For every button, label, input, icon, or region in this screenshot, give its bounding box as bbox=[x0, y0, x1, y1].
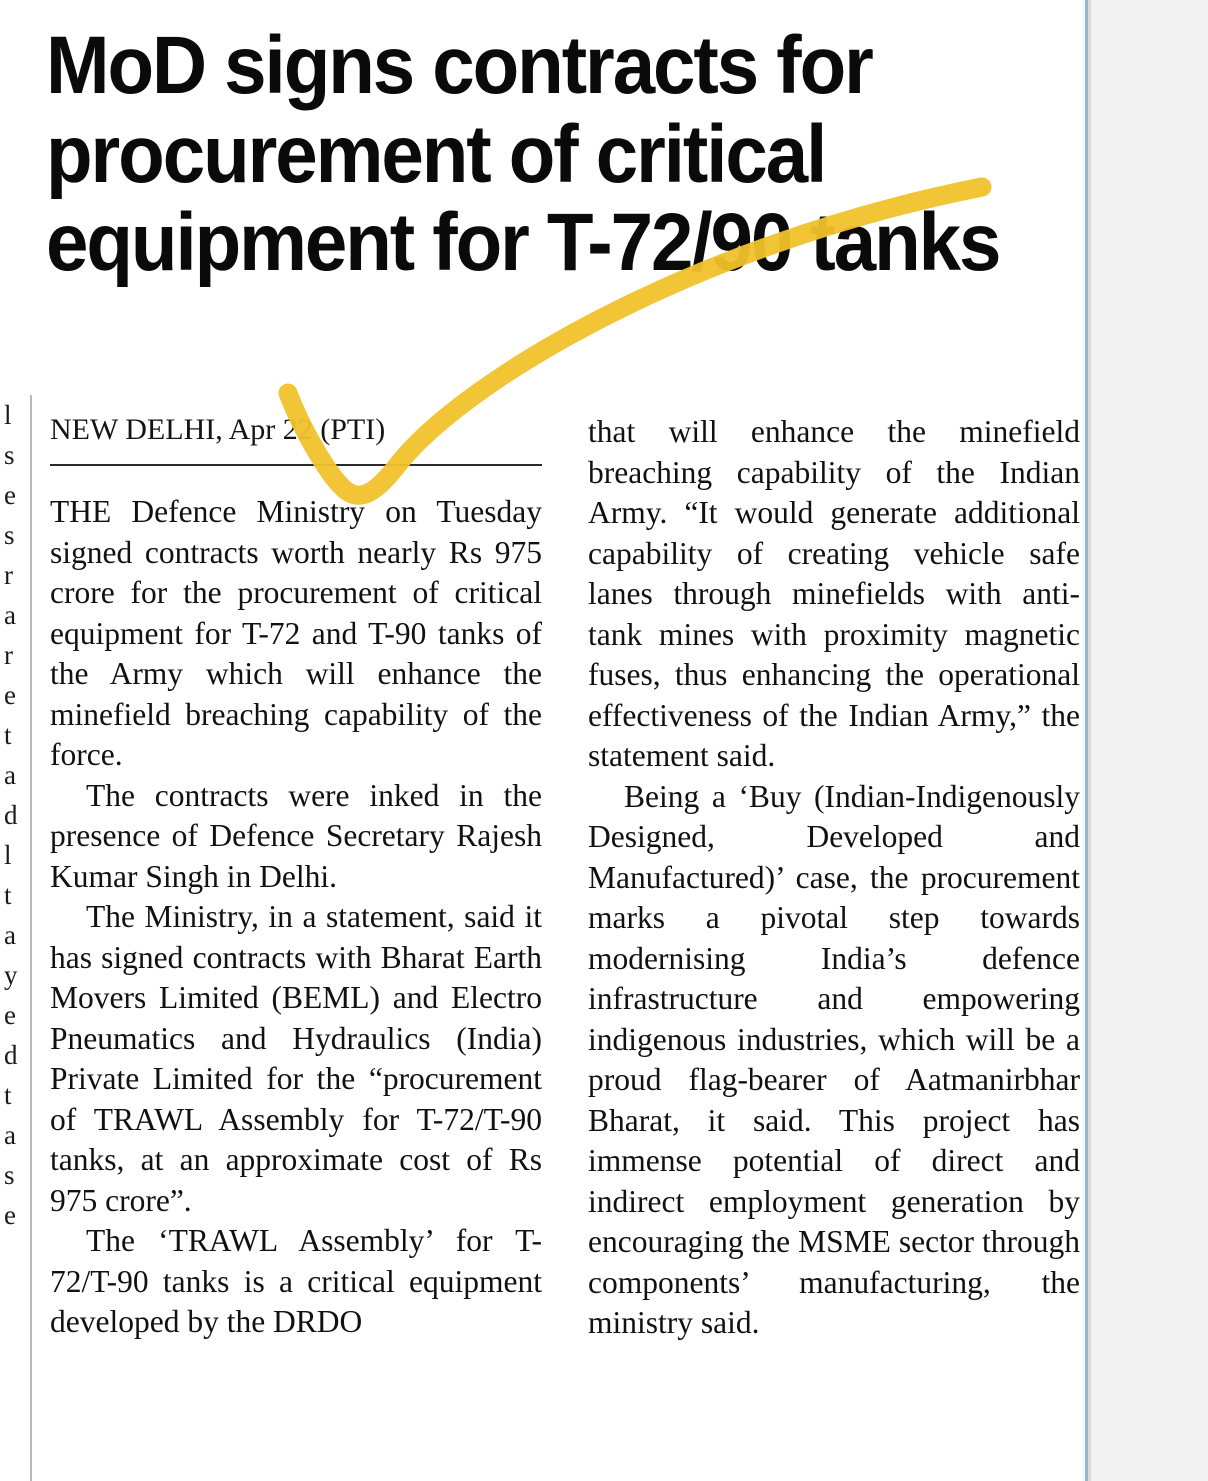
sliver-fragment: a bbox=[4, 760, 16, 790]
adjacent-column-sliver bbox=[0, 395, 32, 1481]
sliver-fragment: d bbox=[4, 800, 17, 830]
paragraph: that will enhance the minefield breaching capability of the Indian Army. “It would generate additional capability of creating vehicle safe lanes through minefields with anti-tank mines with proximity magnetic fuses, thus enhancing the operational effectiveness of the Indian Army,” the statement said. bbox=[588, 414, 1080, 773]
sliver-fragment: e bbox=[4, 480, 16, 510]
body-column-right bbox=[588, 412, 1080, 1344]
headline-line: procurement of critical bbox=[46, 108, 826, 200]
article-headline bbox=[46, 22, 1004, 288]
headline-line: equipment for T-72/90 tanks bbox=[46, 197, 1000, 289]
sliver-fragment: a bbox=[4, 920, 16, 950]
sliver-fragment: e bbox=[4, 680, 16, 710]
sliver-fragment: e bbox=[4, 1200, 16, 1230]
sliver-fragment: d bbox=[4, 1040, 17, 1070]
sliver-fragment: l bbox=[4, 400, 12, 430]
paragraph: THE Defence Ministry on Tuesday signed contracts worth nearly Rs 975 crore for the procurement of critical equipment for T-72 and T-90 tanks of the Army which will enhance the minefield breaching capability of the force. bbox=[50, 494, 542, 772]
sliver-fragment: s bbox=[4, 440, 15, 470]
sliver-fragment: r bbox=[4, 640, 13, 670]
headline-line: MoD signs contracts for bbox=[46, 20, 872, 111]
sliver-fragment: l bbox=[4, 840, 12, 870]
dateline-block bbox=[50, 412, 542, 466]
paragraph: The ‘TRAWL Assembly’ for T-72/T-90 tanks is a critical equipment developed by the DRDO bbox=[50, 1223, 542, 1339]
dateline-rule bbox=[50, 464, 542, 466]
sliver-fragment: t bbox=[4, 880, 12, 910]
sliver-fragment: t bbox=[4, 1080, 12, 1110]
dateline: NEW DELHI, Apr 22 (PTI) bbox=[50, 413, 386, 446]
sliver-fragment: t bbox=[4, 720, 12, 750]
body-column-left bbox=[50, 492, 542, 1343]
sliver-fragment: a bbox=[4, 1120, 16, 1150]
sliver-fragment: e bbox=[4, 1000, 16, 1030]
paragraph: The contracts were inked in the presence of Defence Secretary Rajesh Kumar Singh in Delhi. bbox=[50, 777, 542, 894]
sliver-fragment: a bbox=[4, 600, 16, 630]
sliver-fragment: r bbox=[4, 560, 13, 590]
sliver-fragment: s bbox=[4, 520, 15, 550]
page-gutter bbox=[1085, 0, 1208, 1481]
paragraph: Being a ‘Buy (Indian-Indigenously Designed, Developed and Manufactured)’ case, the procurement marks a pivotal step towards modernising India’s defence infrastructure and empowering indigenous industries, which will be a proud flag-bearer of Aatmanirbhar Bharat, it said. This project has immense potential of direct and indirect employment generation by encouraging the MSME sector through components’ manufacturing, the ministry said. bbox=[588, 778, 1080, 1340]
paragraph: The Ministry, in a statement, said it has signed contracts with Bharat Earth Movers Limited (BEML) and Electro Pneumatics and Hydraulics (India) Private Limited for the “procurement of TRAWL Assembly for T-72/T-90 tanks, at an approximate cost of Rs 975 crore”. bbox=[50, 899, 542, 1218]
sliver-fragment: s bbox=[4, 1160, 15, 1190]
page-edge-shadow bbox=[1081, 0, 1091, 1481]
sliver-fragment: y bbox=[4, 960, 17, 990]
